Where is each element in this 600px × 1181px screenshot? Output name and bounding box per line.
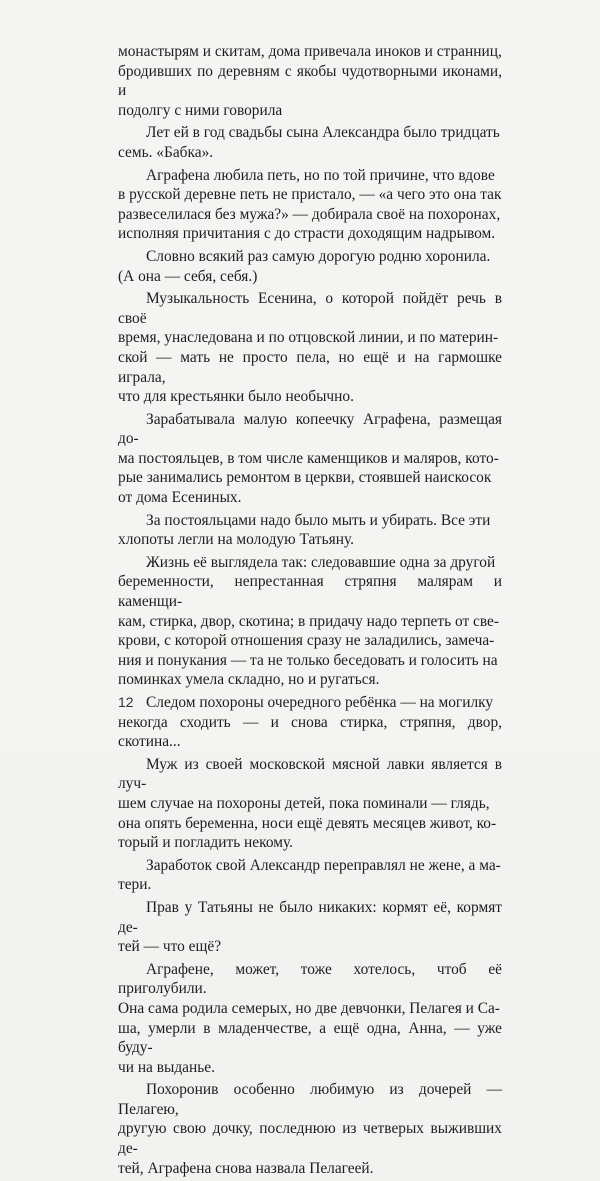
paragraph: [118, 856, 502, 895]
text-line: Аграфене, может, тоже хотелось, чтоб её приголубили.: [118, 960, 502, 998]
paragraph: [118, 410, 502, 508]
paragraph: [118, 511, 502, 550]
paragraph: [118, 123, 502, 162]
text-line: торый и погладить некому.: [118, 834, 293, 852]
text-line: Словно всякий раз самую дорогую родню хоронила.: [146, 247, 491, 265]
text-line: Лет ей в год свадьбы сына Александра было тридцать: [146, 124, 500, 142]
text-line: кам, стирка, двор, скотина; в придачу надо терпеть от све-: [118, 612, 500, 630]
text-line: тери.: [118, 876, 152, 894]
text-line: хлопоты легли на молодую Татьяну.: [118, 531, 354, 549]
paragraph: [118, 289, 502, 407]
text-line: Следом похороны очередного ребёнка — на могилку: [146, 694, 494, 711]
text-line: За постояльцами надо было мыть и убирать. Все эти: [146, 511, 491, 529]
text-line: подолгу с ними говорила: [118, 101, 283, 119]
text-line: шем случае на похороны детей, пока поминали — глядь,: [118, 794, 490, 812]
text-line: развеселилася без мужа?» — добирала своё на похоронах,: [118, 205, 501, 223]
text-line: бродивших по деревням с якобы чудотворными иконами, и: [118, 62, 502, 100]
page-number: 12: [118, 694, 134, 710]
text-line: она опять беременна, носи ещё девять месяцев живот, ко-: [118, 814, 497, 832]
text-line: от дома Есениных.: [118, 489, 242, 507]
text-line: ния и понукания — та не только беседовать и голосить на: [118, 651, 498, 669]
text-line: семь. «Бабка».: [118, 143, 214, 161]
text-line: тей, Аграфена снова назвала Пелагеей.: [118, 1159, 374, 1177]
text-line: чи на выданье.: [118, 1058, 215, 1076]
text-line: Зарабатывала малую копеечку Аграфена, размещая до-: [118, 410, 502, 448]
text-line: другую свою дочку, последнюю из четверых выживших де-: [118, 1120, 502, 1158]
paragraph: [118, 755, 502, 853]
text-line: Муж из своей московской мясной лавки является в луч-: [118, 755, 502, 793]
paragraph: [118, 247, 502, 286]
text-line: что для крестьянки было необычно.: [118, 388, 354, 406]
text-line: Похоронив особенно любимую из дочерей — Пелагею,: [118, 1081, 502, 1118]
text-line: Аграфена любила петь, но по той причине, что вдове: [146, 166, 495, 184]
paragraph: [118, 693, 502, 752]
text-line: ской — мать не просто пела, но ещё и на гармошке играла,: [118, 348, 502, 386]
paragraph: [118, 166, 502, 244]
paragraph: [118, 960, 502, 1078]
text-line: время, унаследована и по отцовской линии, и по материн-: [118, 329, 499, 347]
text-line: беременности, непрестанная стряпня малярам и каменщи-: [118, 573, 502, 611]
text-line: монастырям и скитам, дома привечала иноков и странниц,: [118, 43, 502, 60]
text-line: Она сама родила семерых, но две девчонки, Пелагея и Са-: [118, 999, 500, 1017]
paragraph: [118, 898, 502, 957]
text-line: Жизнь её выглядела так: следовавшие одна за другой: [146, 553, 496, 571]
text-line: Музыкальность Есенина, о которой пойдёт речь в своё: [118, 290, 502, 327]
text-line: Заработок свой Александр переправлял не жене, а ма-: [146, 856, 501, 874]
text-line: ша, умерли в младенчестве, а ещё одна, Анна, — уже буду-: [118, 1019, 502, 1057]
paragraph: [118, 1080, 502, 1178]
paragraph: [118, 553, 502, 690]
text-line: в русской деревне петь не пристало, — «а чего это она так: [118, 186, 502, 204]
text-line: исполняя причитания с до страсти доходящим надрывом.: [118, 225, 496, 243]
text-line: (А она — себя, себя.): [118, 267, 258, 285]
paragraph: [118, 42, 502, 120]
text-line: крови, с которой отношения сразу не заладились, замеча-: [118, 632, 495, 650]
text-line: поминках умела складно, но и ругаться.: [118, 671, 380, 689]
body-text: [118, 42, 502, 1181]
text-line: некогда сходить — и снова стирка, стряпня, двор, скотина...: [118, 713, 502, 751]
text-line: Прав у Татьяны не было никаких: кормят её, кормят де-: [118, 898, 502, 936]
text-line: тей — что ещё?: [118, 938, 222, 956]
text-line: рые занимались ремонтом в церкви, стоявшей наискосок: [118, 469, 492, 487]
text-line: ма постояльцев, в том числе каменщиков и маляров, кото-: [118, 449, 499, 467]
